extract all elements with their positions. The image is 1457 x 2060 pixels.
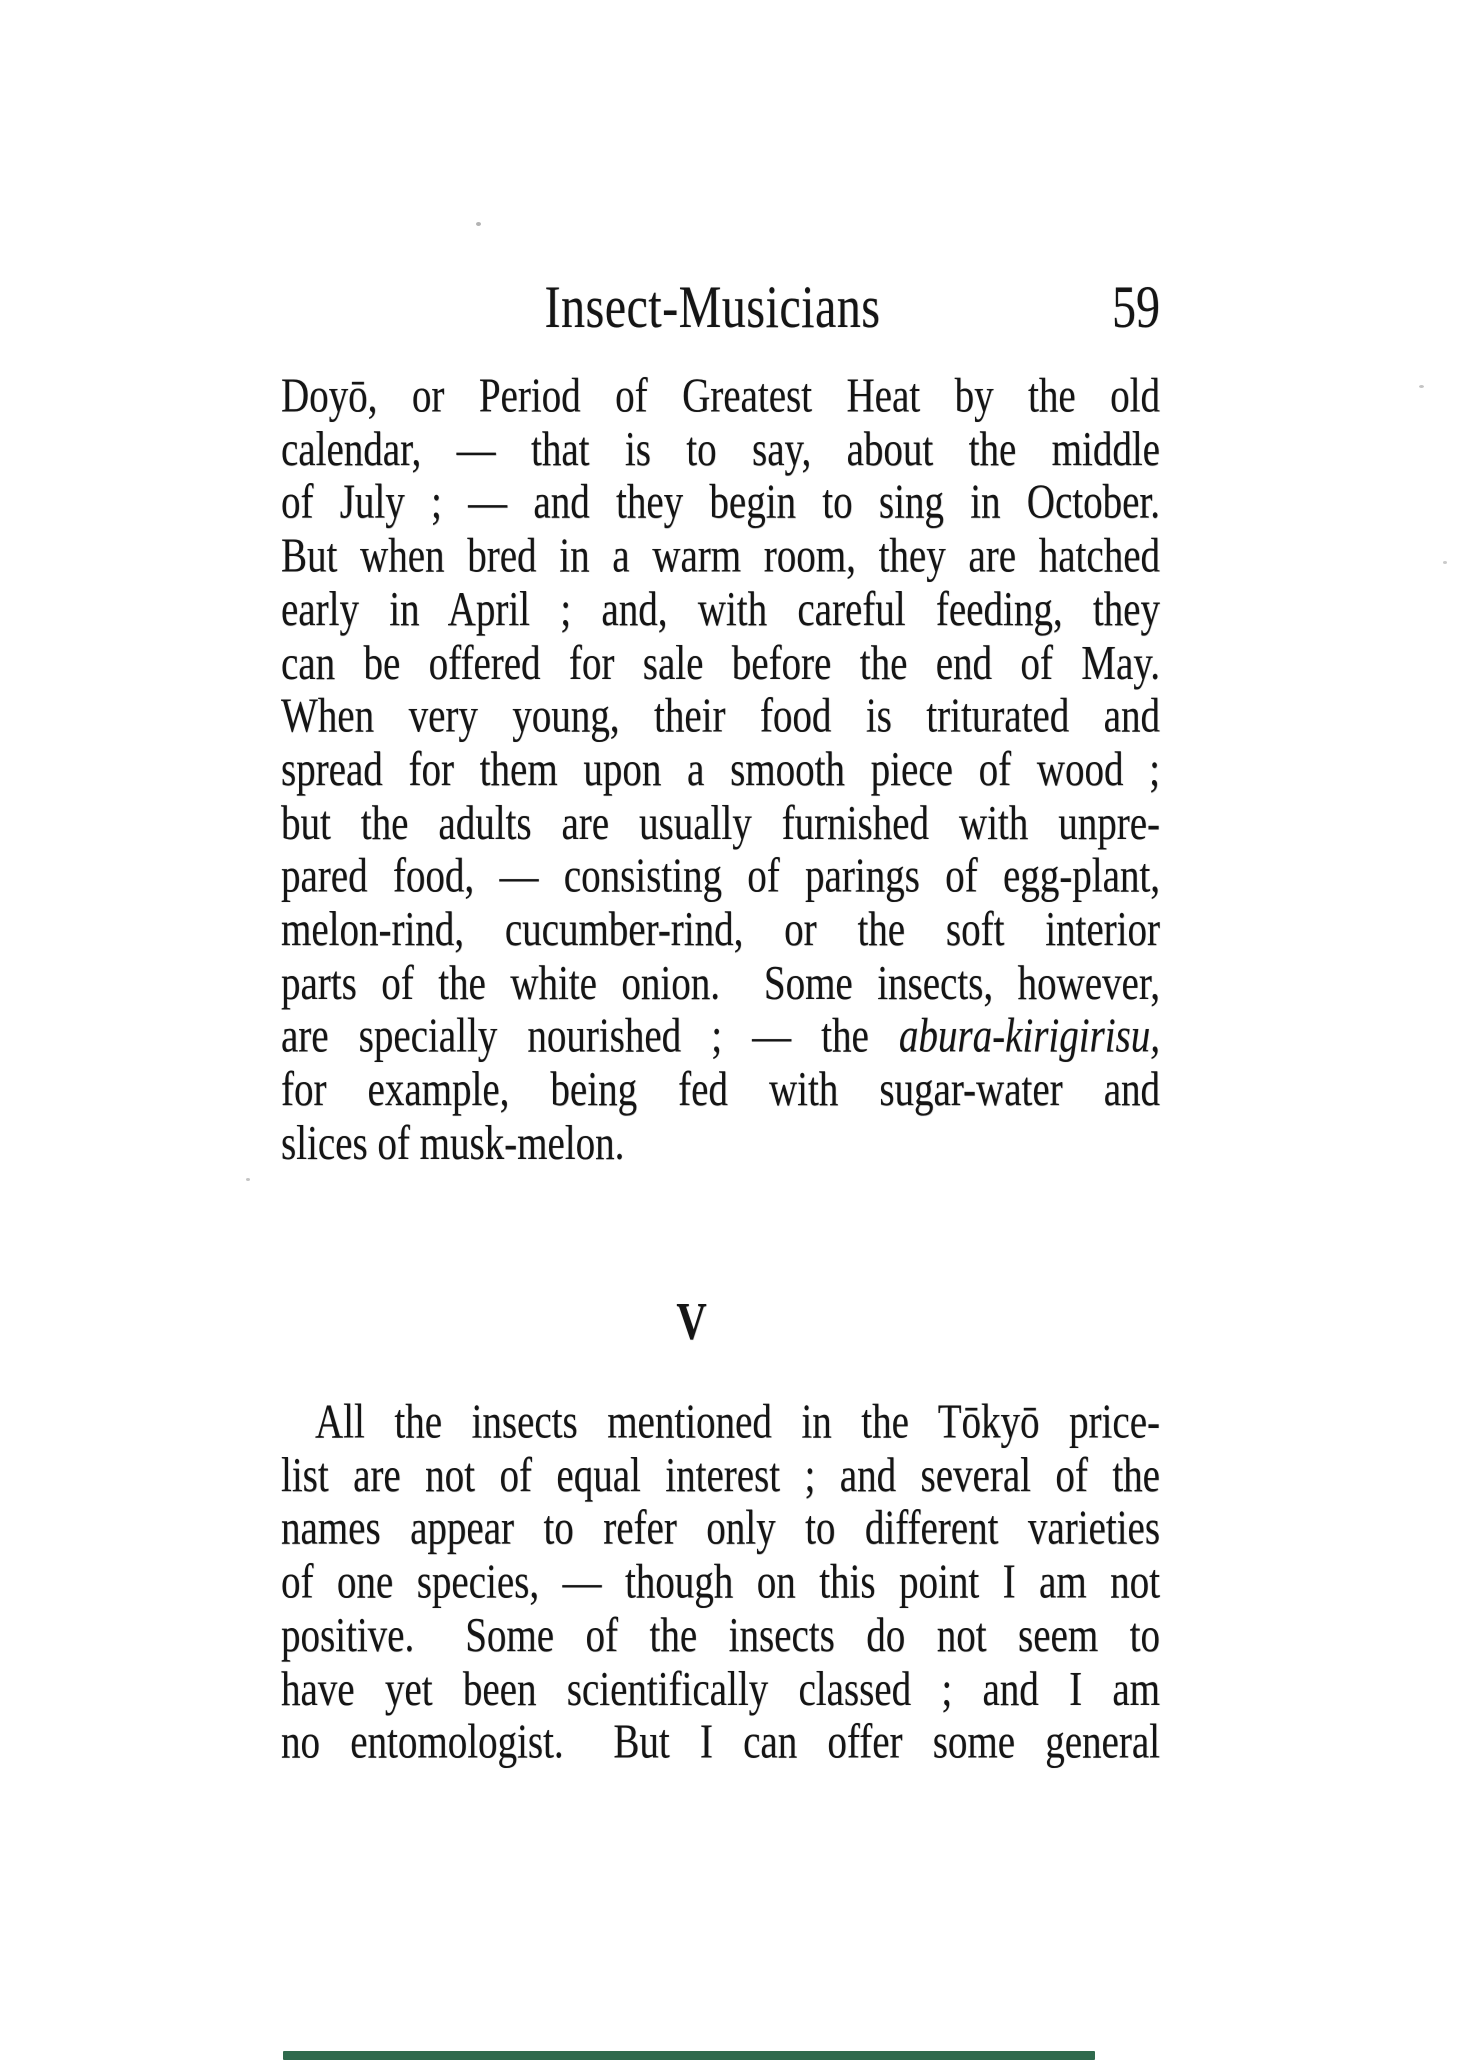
page-number: 59 [1112,274,1160,341]
page-header [281,274,1160,341]
running-title: Insect-Musicians [544,274,881,341]
text-line: But when bred in a warm room, they are hatched [281,528,1160,583]
book-cover-edge-strip [283,2051,1095,2060]
text-line: but the adults are usually furnished with unpre- [281,795,1160,850]
text-line: early in April ; and, with careful feeding, they [281,582,1160,637]
text-line: no entomologist. But I can offer some general [281,1715,1160,1769]
italic-term: abura-kirigirisu, [898,1009,1160,1064]
text-line: pared food, — consisting of parings of egg-plant, [281,849,1160,903]
text-line [281,1011,1160,1064]
text-line: positive. Some of the insects do not seem to [281,1608,1160,1663]
text-line: list are not of equal interest ; and several of the [281,1448,1160,1502]
scan-speck [246,1178,250,1181]
text-line: can be offered for sale before the end of May. [281,635,1160,690]
text-line: When very young, their food is triturated and [281,689,1160,743]
text-line: for example, being fed with sugar-water and [281,1062,1160,1117]
text-line: Doyō, or Period of Greatest Heat by the old [281,368,1160,423]
paragraph-2 [281,1396,1160,1770]
text-line: of one species, — though on this point I am not [281,1554,1160,1609]
text-line: have yet been scientifically classed ; and I am [281,1661,1160,1716]
scan-speck [1419,385,1424,388]
text-line: calendar, — that is to say, about the middle [281,422,1160,476]
text-line: All the insects mentioned in the Tōkyō price- [315,1394,1160,1449]
section-numeral: V [676,1293,707,1351]
text-line: spread for them upon a smooth piece of wood ; [281,742,1160,797]
text-line: melon-rind, cucumber-rind, or the soft interior [281,902,1160,957]
text-line: names appear to refer only to different varieties [281,1501,1160,1556]
scan-speck [1443,561,1447,564]
text-line: parts of the white onion. Some insects, however, [281,955,1160,1010]
text-segment: are specially nourished ; — the [281,1009,899,1064]
scan-speck [476,222,481,226]
paragraph-1 [281,370,1160,1171]
text-line: of July ; — and they begin to sing in October. [281,475,1160,530]
text-line: slices of musk-melon. [281,1116,625,1170]
